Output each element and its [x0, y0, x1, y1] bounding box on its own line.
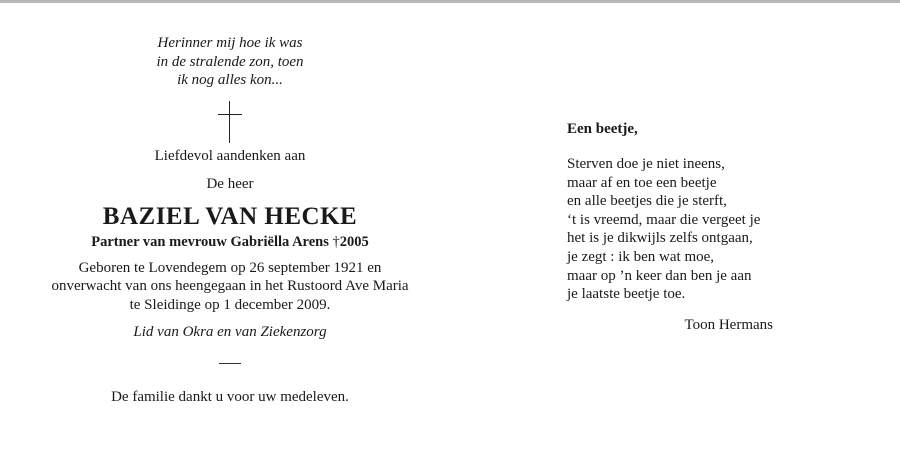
partner-text: Partner van mevrouw Gabriëlla Arens: [91, 233, 329, 250]
deceased-name: BAZIEL VAN HECKE: [102, 202, 358, 230]
poem-line: ‘t is vreemd, maar die vergeet je: [567, 211, 761, 228]
poem-line: je laatste beetje toe.: [567, 286, 686, 303]
memorial-left-panel: [30, 34, 430, 406]
memorial-right-panel: [567, 121, 867, 334]
opening-poem-line: Herinner mij hoe ik was: [157, 35, 303, 51]
membership-text: Lid van Okra en van Ziekenzorg: [133, 324, 327, 340]
partner-death-year: 2005: [339, 233, 369, 250]
remembrance-text: Liefdevol aandenken aan: [154, 147, 306, 164]
partner-line: [30, 234, 430, 251]
top-border: [0, 0, 900, 3]
poem-line: je zegt : ik ben wat moe,: [567, 248, 715, 265]
poem-body: [567, 155, 867, 304]
poem-author: Toon Hermans: [684, 316, 773, 333]
poem-line: het is je dikwijls zelfs ontgaan,: [567, 230, 753, 247]
life-details: [30, 259, 430, 315]
life-details-line: onverwacht van ons heengegaan in het Rustoord Ave Maria: [51, 278, 409, 294]
opening-poem-line: ik nog alles kon...: [177, 72, 283, 88]
poem-title: Een beetje,: [567, 121, 638, 137]
dagger-icon: †: [332, 233, 340, 250]
opening-poem: [30, 34, 430, 90]
poem-line: en alle beetjes die je sterft,: [567, 193, 727, 210]
opening-poem-line: in de stralende zon, toen: [156, 53, 304, 70]
divider: [219, 363, 241, 364]
life-details-line: Geboren te Lovendegem op 26 september 1921 en: [78, 259, 382, 276]
cross-icon: [215, 101, 245, 143]
poem-line: maar op ’n keer dan ben je aan: [567, 267, 752, 284]
poem-line: Sterven doe je niet ineens,: [567, 156, 725, 172]
poem-line: maar af en toe een beetje: [567, 174, 717, 191]
thanks-text: De familie dankt u voor uw medeleven.: [111, 389, 349, 405]
honorific: De heer: [206, 175, 254, 192]
life-details-line: te Sleidinge op 1 december 2009.: [129, 296, 331, 313]
